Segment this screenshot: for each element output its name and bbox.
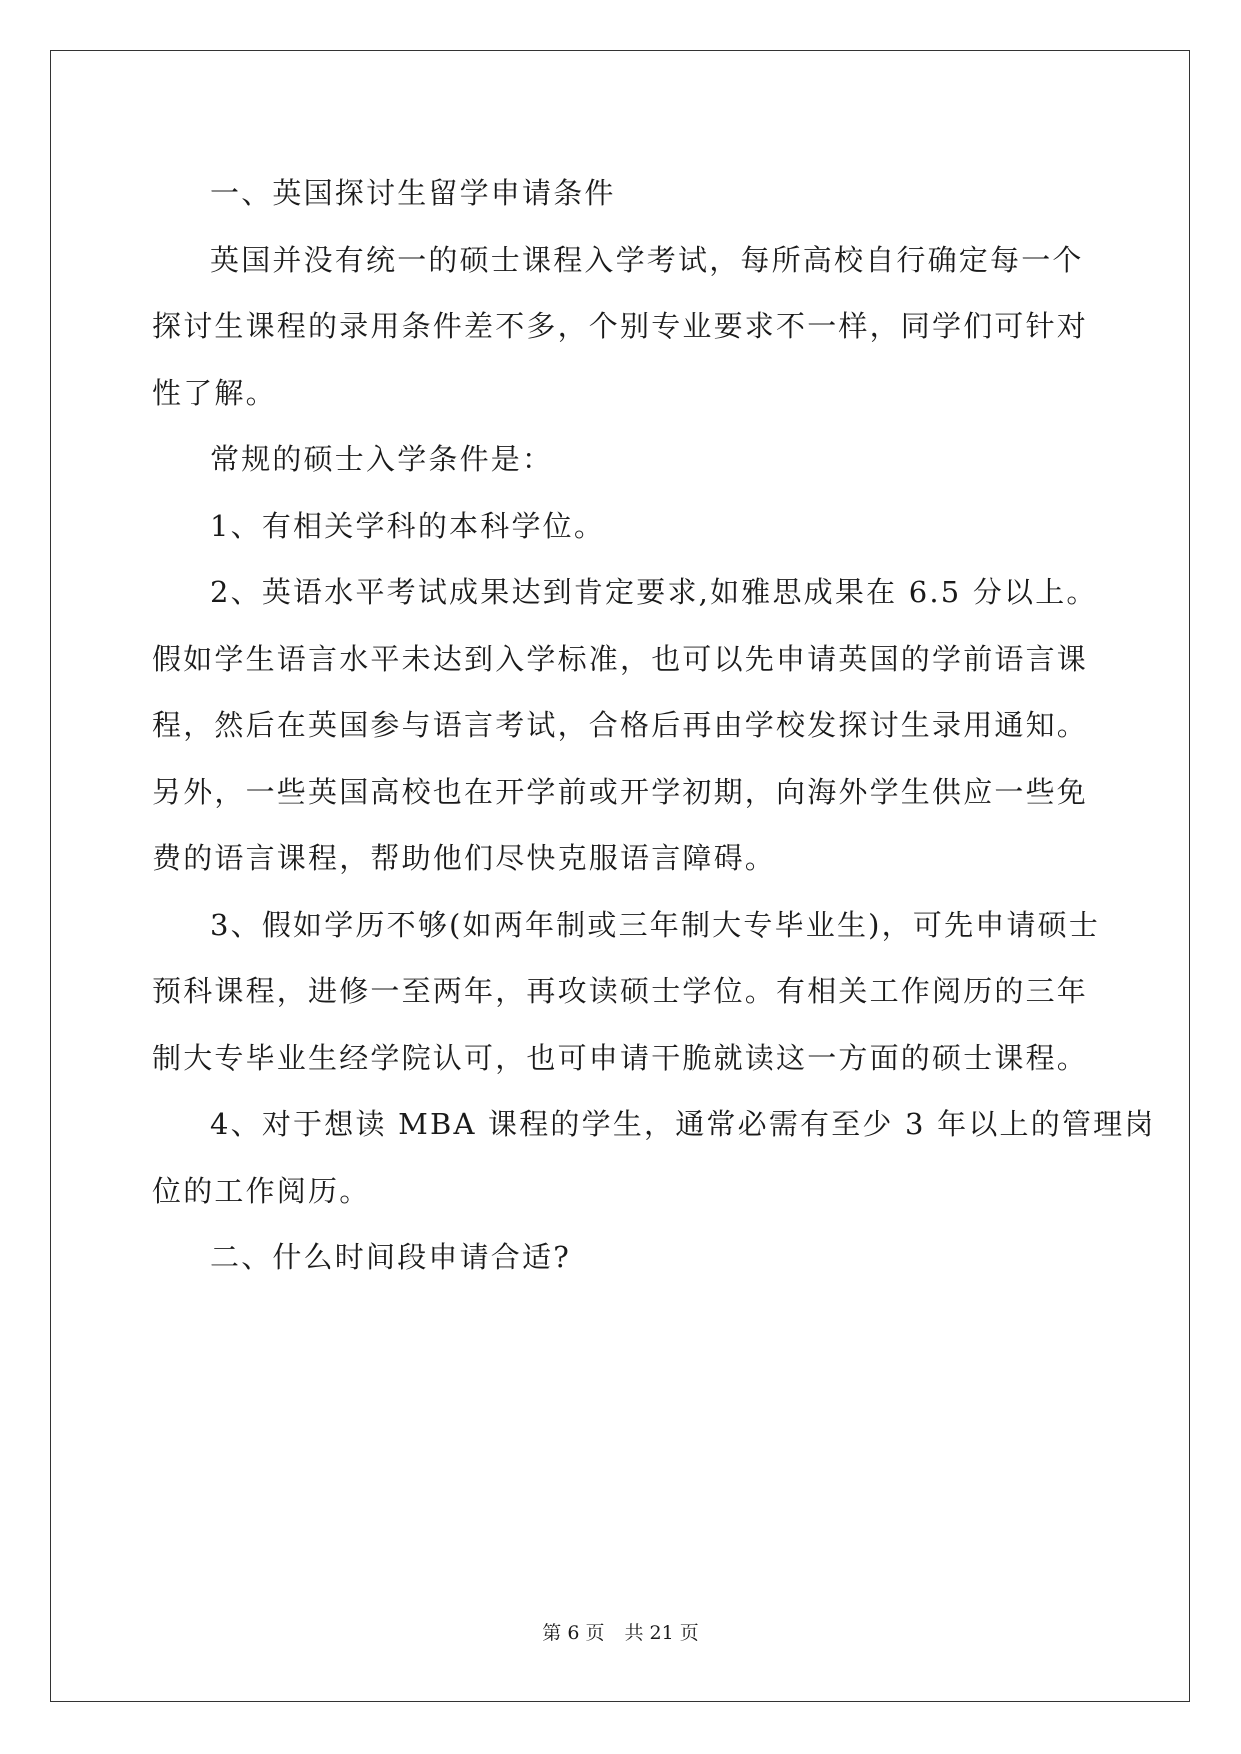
list-item: 1、有相关学科的本科学位。 (210, 508, 606, 543)
paragraph-line: 费的语言课程，帮助他们尽快克服语言障碍。 (152, 841, 777, 875)
page-number: 第 6 页 (542, 1622, 605, 1644)
paragraph-line: 位的工作阅历。 (152, 1173, 371, 1208)
paragraph-line: 常规的硕士入学条件是： (210, 442, 554, 476)
section-heading: 一、英国探讨生留学申请条件 (210, 176, 616, 210)
page-total: 共 21 页 (624, 1622, 699, 1644)
paragraph-line: 制大专毕业生经学院认可，也可申请干脆就读这一方面的硕士课程。 (152, 1040, 1089, 1075)
paragraph-line: 程，然后在英国参与语言考试，合格后再由学校发探讨生录用通知。 (152, 708, 1089, 742)
list-item: 2、英语水平考试成果达到肯定要求,如雅思成果在 6.5 分以上。 (210, 575, 1098, 609)
document-body (152, 160, 1156, 1291)
page-footer (0, 1618, 1241, 1645)
paragraph-line: 探讨生课程的录用条件差不多，个别专业要求不一样，同学们可针对 (152, 309, 1089, 343)
paragraph-line: 假如学生语言水平未达到入学标准，也可以先申请英国的学前语言课 (152, 641, 1089, 676)
paragraph-line: 英国并没有统一的硕士课程入学考试，每所高校自行确定每一个 (210, 242, 1084, 277)
paragraph-line: 另外，一些英国高校也在开学前或开学初期，向海外学生供应一些免 (152, 774, 1089, 809)
paragraph-line: 性了解。 (152, 375, 277, 410)
section-heading: 二、什么时间段申请合适? (210, 1240, 571, 1274)
paragraph-line: 预科课程，进修一至两年，再攻读硕士学位。有相关工作阅历的三年 (152, 974, 1089, 1008)
list-item: 4、对于想读 MBA 课程的学生，通常必需有至少 3 年以上的管理岗 (210, 1107, 1156, 1141)
list-item: 3、假如学历不够(如两年制或三年制大专毕业生)，可先申请硕士 (210, 907, 1101, 942)
